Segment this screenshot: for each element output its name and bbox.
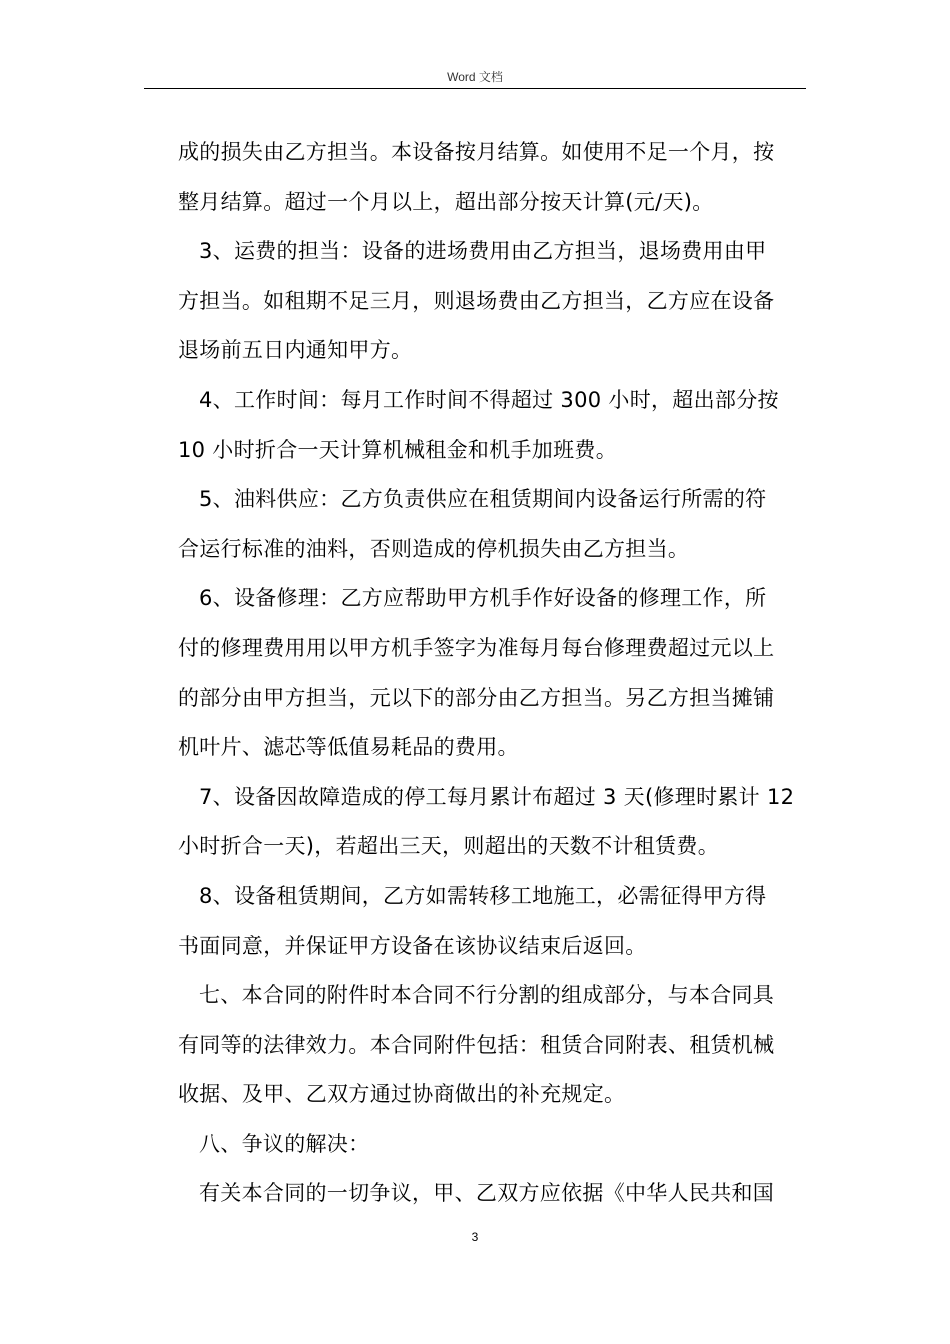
text-line: 付的修理费用用以甲方机手签字为准每月每台修理费超过元以上 (178, 635, 775, 660)
text-line: 退场前五日内通知甲方。 (178, 338, 413, 363)
text-line: 8、设备租赁期间，乙方如需转移工地施工，必需征得甲方得 (199, 883, 767, 908)
text-line: 的部分由甲方担当，元以下的部分由乙方担当。另乙方担当摊铺 (178, 685, 775, 710)
page-number: 3 (471, 1230, 479, 1244)
document-body (178, 128, 808, 1219)
text-line: 小时折合一天)，若超出三天，则超出的天数不计租赁费。 (178, 834, 719, 859)
header-rule (144, 88, 806, 89)
text-line: 成的损失由乙方担当。本设备按月结算。如使用不足一个月，按 (178, 140, 775, 164)
text-line: 5、油料供应：乙方负责供应在租赁期间内设备运行所需的符 (199, 487, 767, 512)
text-line: 七、本合同的附件时本合同不行分割的组成部分，与本合同具 (199, 983, 775, 1008)
text-line: 10 小时折合一天计算机械租金和机手加班费。 (178, 437, 617, 462)
text-line: 3、运费的担当：设备的进场费用由乙方担当，退场费用由甲 (199, 239, 767, 264)
text-line: 书面同意，并保证甲方设备在该协议结束后返回。 (178, 933, 647, 958)
text-line: 方担当。如租期不足三月，则退场费由乙方担当，乙方应在设备 (178, 288, 775, 313)
header-title: Word 文档 (447, 70, 503, 84)
text-line: 八、争议的解决： (199, 1131, 370, 1156)
text-line: 机叶片、滤芯等低值易耗品的费用。 (178, 735, 519, 760)
text-line: 整月结算。超过一个月以上，超出部分按天计算(元/天)。 (178, 189, 714, 214)
text-line: 有关本合同的一切争议，甲、乙双方应依据《中华人民共和国 (199, 1181, 775, 1206)
text-line: 合运行标准的油料，否则造成的停机损失由乙方担当。 (178, 536, 690, 561)
text-line: 7、设备因故障造成的停工每月累计布超过 3 天(修理时累计 12 (199, 784, 795, 809)
text-line: 有同等的法律效力。本合同附件包括：租赁合同附表、租赁机械 (178, 1032, 775, 1057)
text-line: 4、工作时间：每月工作时间不得超过 300 小时，超出部分按 (199, 387, 779, 412)
text-line: 收据、及甲、乙双方通过协商做出的补充规定。 (178, 1082, 626, 1107)
text-line: 6、设备修理：乙方应帮助甲方机手作好设备的修理工作，所 (199, 586, 767, 611)
